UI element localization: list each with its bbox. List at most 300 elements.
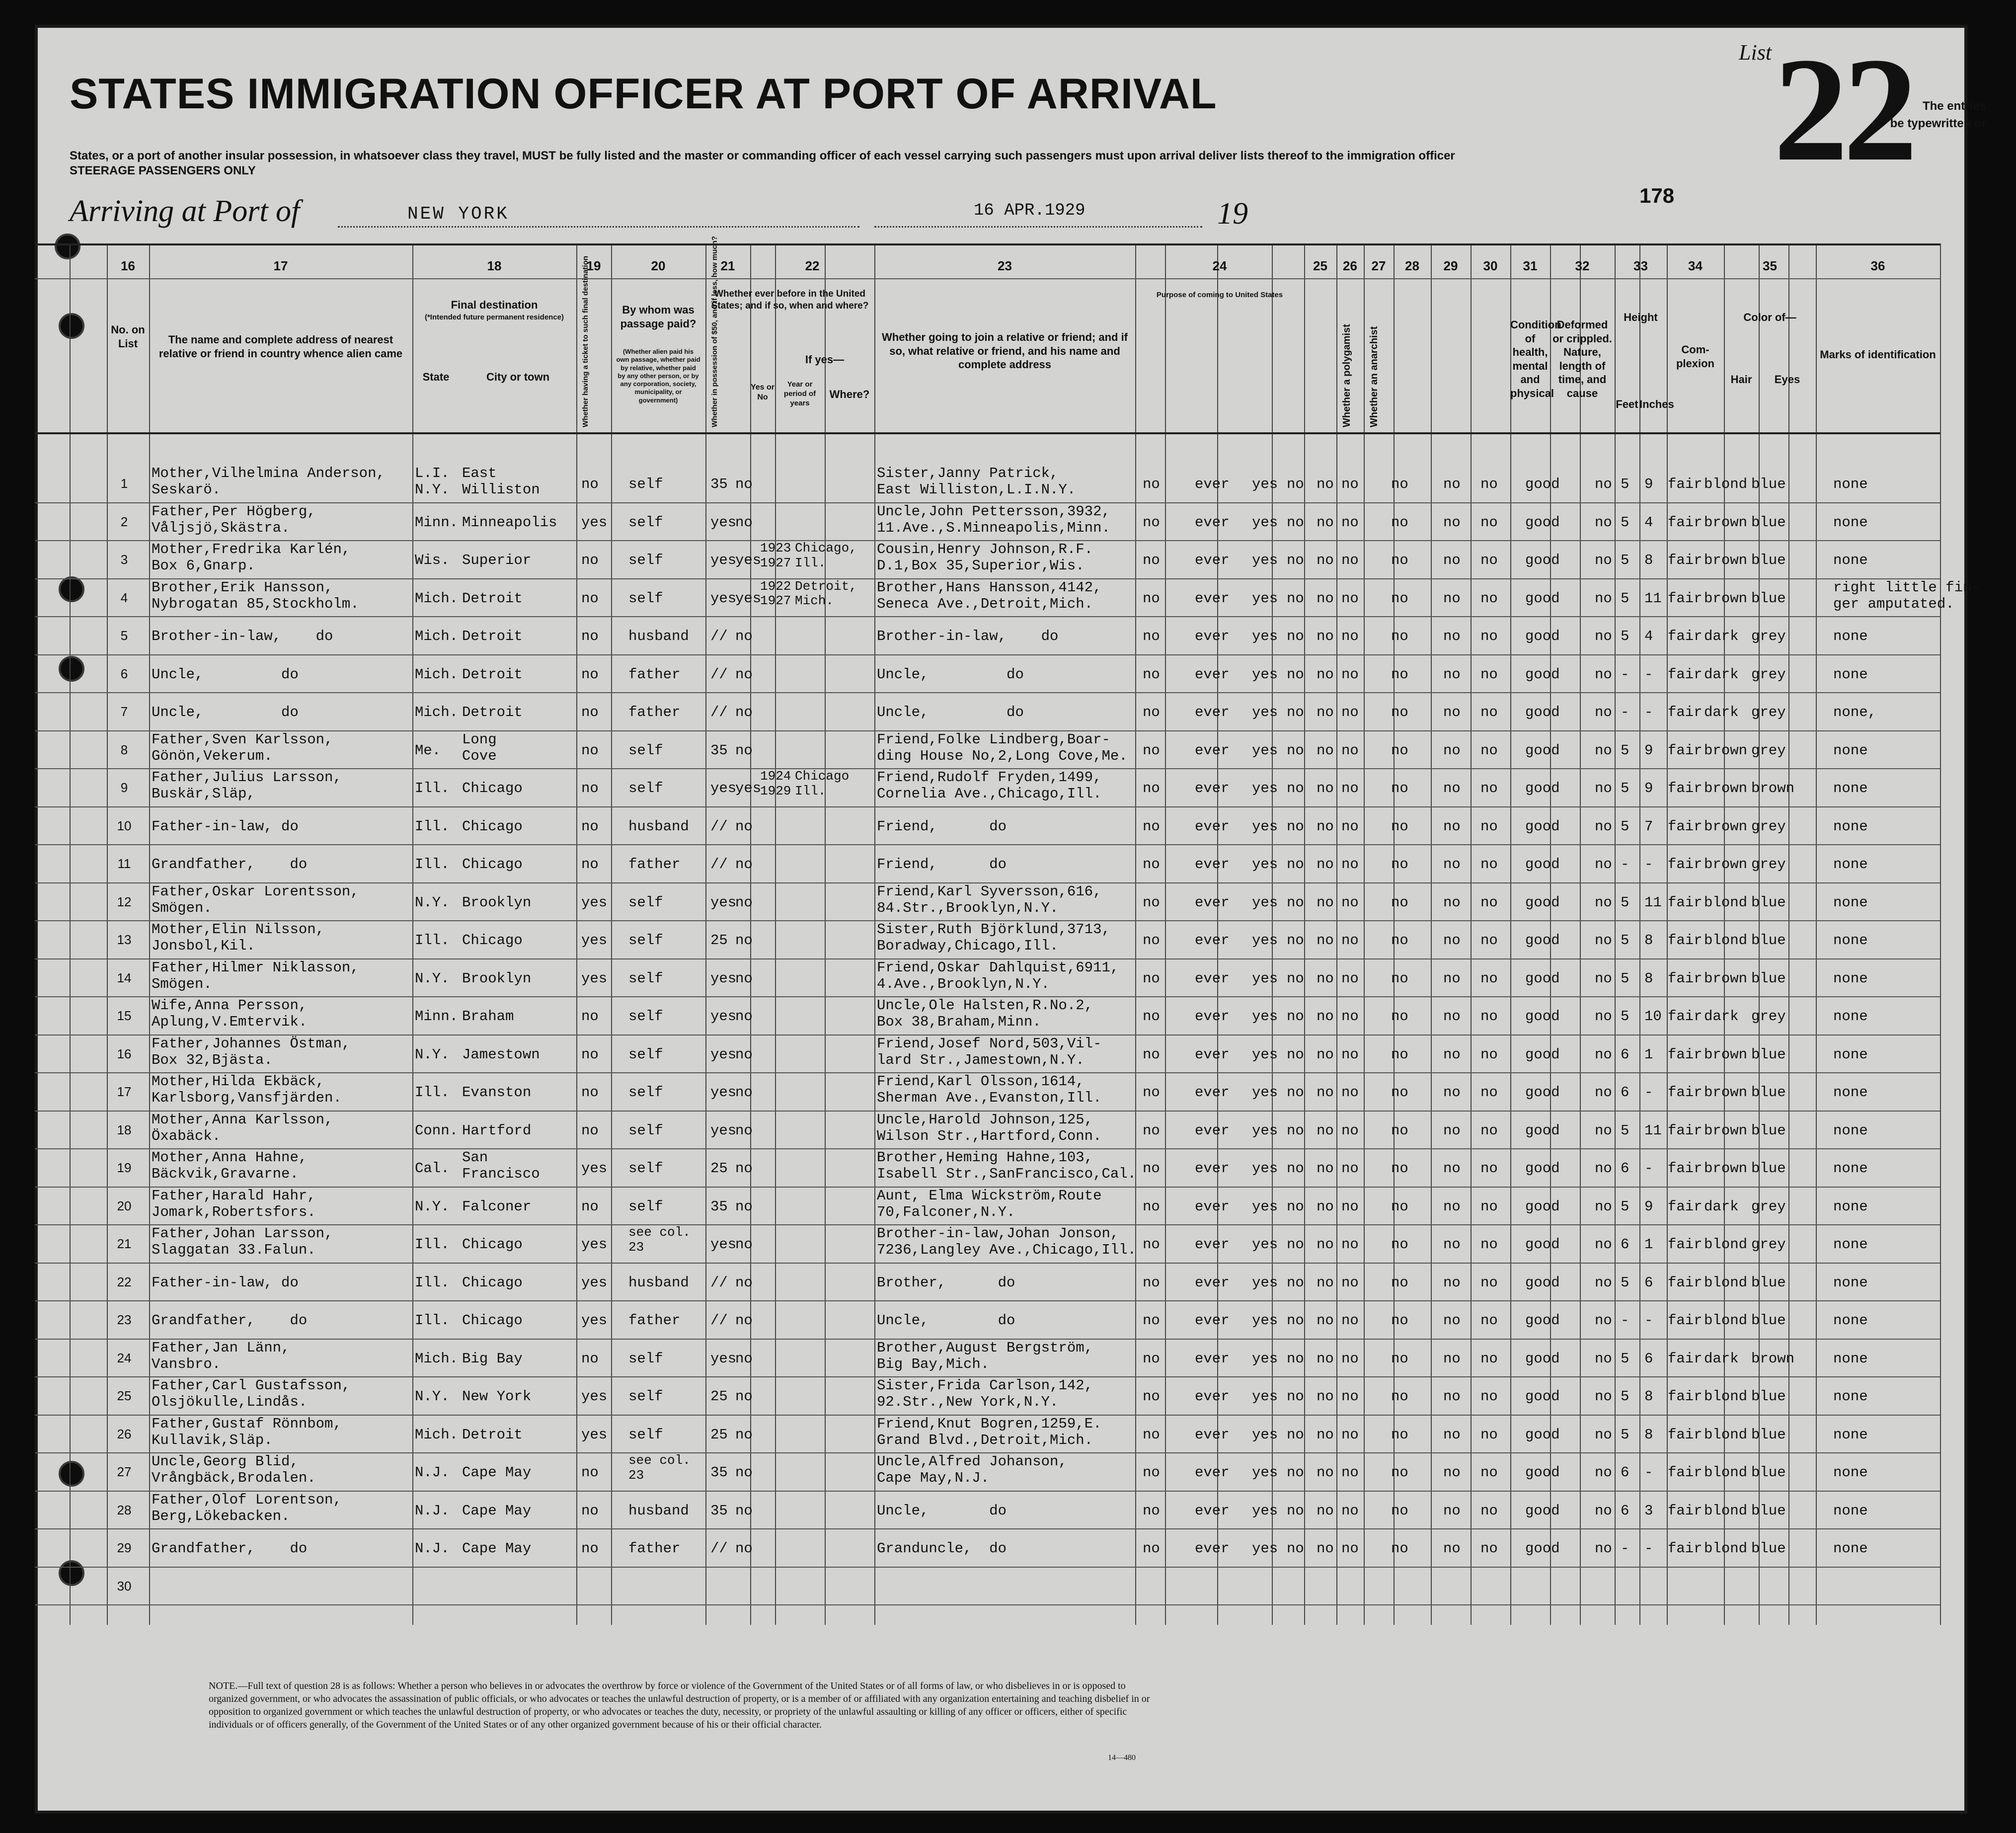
column-rule xyxy=(1431,243,1432,1625)
cell-hair: blond xyxy=(1704,1426,1748,1443)
row-number: 3 xyxy=(120,552,128,567)
cell-ticket: no xyxy=(581,552,599,568)
cell-c26: no xyxy=(1317,628,1334,644)
cell-c24a: no xyxy=(1143,514,1160,531)
cell-state: Minn. xyxy=(415,1008,459,1025)
cell-c25: no xyxy=(1287,1426,1304,1443)
cell-c24c: yes xyxy=(1252,970,1278,987)
cell-c24b: ever xyxy=(1195,1540,1230,1557)
cell-city: Chicago xyxy=(462,1312,523,1329)
cell-c27: no xyxy=(1341,514,1359,531)
cell-city: Chicago xyxy=(462,856,523,873)
cell-ticket: no xyxy=(581,1046,599,1063)
column-rule xyxy=(70,243,71,1625)
cell-feet: 6 xyxy=(1621,1502,1629,1519)
cell-money: 25 xyxy=(710,932,728,949)
cell-c24a: no xyxy=(1143,552,1160,568)
header-top-rule xyxy=(35,243,1940,245)
cell-inches: - xyxy=(1644,1312,1653,1329)
cell-c29: no xyxy=(1443,1502,1461,1519)
cell-hair: blond xyxy=(1704,1274,1748,1291)
cell-marks: none xyxy=(1833,1502,1868,1519)
cell-paid: see col. 23 xyxy=(628,1225,691,1255)
cell-city: San Francisco xyxy=(462,1149,540,1183)
cell-c29: no xyxy=(1443,818,1461,835)
row-number: 21 xyxy=(117,1236,132,1251)
cell-before: no xyxy=(735,970,753,987)
cell-c24a: no xyxy=(1143,628,1160,644)
cell-paid: father xyxy=(628,1540,681,1557)
cell-c28: no xyxy=(1391,1122,1408,1139)
cell-c30: no xyxy=(1480,1464,1498,1481)
page-number: 178 xyxy=(1639,184,1675,207)
cell-c26: no xyxy=(1317,1350,1334,1367)
cell-paid: father xyxy=(628,666,681,683)
cell-c24b: ever xyxy=(1195,1464,1230,1481)
cell-c25: no xyxy=(1287,1122,1304,1139)
cell-c24c: yes xyxy=(1252,1046,1278,1063)
cell-paid: self xyxy=(628,780,663,797)
cell-c24b: ever xyxy=(1195,1312,1230,1329)
cell-before: yes xyxy=(735,590,762,607)
cell-eyes: blue xyxy=(1751,1046,1786,1063)
cell-paid: self xyxy=(628,1388,663,1405)
row-number: 13 xyxy=(117,932,132,947)
cell-c24b: ever xyxy=(1195,1274,1230,1291)
cell-city: Chicago xyxy=(462,818,523,835)
cell-c26: no xyxy=(1317,818,1334,835)
cell-hair: brown xyxy=(1704,590,1748,607)
cell-ticket: no xyxy=(581,1122,599,1139)
cell-c29: no xyxy=(1443,1198,1461,1215)
row-number: 25 xyxy=(117,1388,132,1403)
cell-join: Uncle, do xyxy=(877,704,1024,720)
cell-c27: no xyxy=(1341,1426,1359,1443)
cell-c26: no xyxy=(1317,1236,1334,1253)
cell-health: good xyxy=(1525,1388,1560,1405)
cell-city: Brooklyn xyxy=(462,970,532,987)
cell-c27: no xyxy=(1341,742,1359,759)
cell-eyes: blue xyxy=(1751,1464,1786,1481)
cell-c24b: ever xyxy=(1195,856,1230,873)
cell-complexion: fair xyxy=(1668,1350,1703,1367)
cell-paid: self xyxy=(628,1008,663,1025)
cell-money: yes xyxy=(710,552,737,568)
cell-c24a: no xyxy=(1143,780,1160,797)
cell-feet: 5 xyxy=(1621,1274,1629,1291)
cell-marks: none, xyxy=(1833,704,1877,720)
cell-join: Uncle,John Pettersson,3932, 11.Ave.,S.Minneapolis,Minn. xyxy=(877,503,1110,536)
column-number: 32 xyxy=(1575,258,1590,273)
cell-state: Ill. xyxy=(415,856,450,873)
cell-state: Me. xyxy=(415,742,441,759)
cell-complexion: fair xyxy=(1668,1160,1703,1177)
cell-c24a: no xyxy=(1143,1084,1160,1101)
column-rule xyxy=(1165,243,1166,1625)
cell-before: no xyxy=(735,1008,753,1025)
cell-c24b: ever xyxy=(1195,742,1230,759)
cell-c24b: ever xyxy=(1195,514,1230,531)
cell-c30: no xyxy=(1480,1540,1498,1557)
cell-before: no xyxy=(735,704,753,720)
cell-c30: no xyxy=(1480,1198,1498,1215)
column-rule xyxy=(107,243,108,1625)
cell-join: Brother-in-law,Johan Jonson, 7236,Langley Ave.,Chicago,Ill. xyxy=(877,1225,1137,1259)
cell-c27: no xyxy=(1341,1008,1359,1025)
cell-eyes: grey xyxy=(1751,666,1786,683)
cell-ticket: no xyxy=(581,818,599,835)
cell-health: good xyxy=(1525,856,1560,873)
row-rule xyxy=(35,616,1940,617)
cell-marks: none xyxy=(1833,932,1868,949)
cell-rel: Grandfather, do xyxy=(152,856,308,873)
row-number: 8 xyxy=(120,742,128,757)
header-passage: By whom was passage paid? xyxy=(620,304,697,330)
cell-hair: brown xyxy=(1704,742,1748,759)
cell-state: Mich. xyxy=(415,628,459,644)
cell-city: Detroit xyxy=(462,590,523,607)
cell-join: Friend,Josef Nord,503,Vil- lard Str.,Jamestown,N.Y. xyxy=(877,1035,1102,1068)
header-state: State xyxy=(422,371,450,383)
cell-inches: 4 xyxy=(1644,628,1653,644)
cell-complexion: fair xyxy=(1668,1122,1703,1139)
cell-c28: no xyxy=(1391,1312,1408,1329)
cell-ticket: yes xyxy=(581,1388,608,1405)
cell-before: no xyxy=(735,1198,753,1215)
footnote-code: 14—480 xyxy=(1108,1753,1136,1762)
cell-c29: no xyxy=(1443,1388,1461,1405)
cell-eyes: grey xyxy=(1751,1198,1786,1215)
cell-c26: no xyxy=(1317,780,1334,797)
cell-c24a: no xyxy=(1143,742,1160,759)
header-year: Year or period of years xyxy=(783,380,816,407)
cell-c30: no xyxy=(1480,1502,1498,1519)
cell-c29: no xyxy=(1443,1084,1461,1101)
cell-c30: no xyxy=(1480,780,1498,797)
cell-money: 35 xyxy=(710,1464,728,1481)
cell-deformed: no xyxy=(1595,894,1612,911)
cell-ticket: no xyxy=(581,1540,599,1557)
cell-health: good xyxy=(1525,742,1560,759)
row-number: 4 xyxy=(120,590,128,605)
cell-c25: no xyxy=(1287,1198,1304,1215)
cell-c24a: no xyxy=(1143,1274,1160,1291)
cell-c25: no xyxy=(1287,1236,1304,1253)
row-rule xyxy=(35,1567,1940,1568)
header-marks: Marks of identification xyxy=(1820,348,1936,361)
header-final-destination-note: (*Intended future permanent residence) xyxy=(424,313,564,321)
cell-c24b: ever xyxy=(1195,1350,1230,1367)
cell-c29: no xyxy=(1443,1160,1461,1177)
cell-city: Long Cove xyxy=(462,731,497,764)
cell-complexion: fair xyxy=(1668,894,1703,911)
year-label: 19 xyxy=(1217,197,1248,231)
header-bottom-rule xyxy=(35,432,1940,434)
cell-c26: no xyxy=(1317,894,1334,911)
cell-c25: no xyxy=(1287,1046,1304,1063)
cell-money: 35 xyxy=(710,1198,728,1215)
cell-state: Ill. xyxy=(415,1236,450,1253)
cell-inches: - xyxy=(1644,666,1653,683)
cell-c26: no xyxy=(1317,1198,1334,1215)
header-deformed: Deformed or crippled. Nature, length of time, and cause xyxy=(1552,319,1612,399)
cell-rel: Father,Johannes Östman, Box 32,Bjästa. xyxy=(152,1035,351,1068)
row-number: 15 xyxy=(117,1008,132,1023)
cell-deformed: no xyxy=(1595,1274,1612,1291)
cell-complexion: fair xyxy=(1668,780,1703,797)
header-inches: Inches xyxy=(1639,398,1674,410)
row-number: 9 xyxy=(120,780,128,795)
cell-deformed: no xyxy=(1595,628,1612,644)
cell-health: good xyxy=(1525,1540,1560,1557)
cell-money: // xyxy=(710,818,728,835)
cell-c30: no xyxy=(1480,1122,1498,1139)
cell-where: Detroit, Mich. xyxy=(795,578,857,609)
cell-money: yes xyxy=(710,1122,737,1139)
cell-money: yes xyxy=(710,1236,737,1253)
cell-inches: 11 xyxy=(1644,1122,1662,1139)
cell-paid: self xyxy=(628,1084,663,1101)
cell-c25: no xyxy=(1287,628,1304,644)
cell-c25: no xyxy=(1287,1274,1304,1291)
cell-c24b: ever xyxy=(1195,1122,1230,1139)
cell-money: 35 xyxy=(710,1502,728,1519)
cell-hair: dark xyxy=(1704,1008,1739,1025)
cell-c29: no xyxy=(1443,856,1461,873)
cell-c26: no xyxy=(1317,1464,1334,1481)
cell-complexion: fair xyxy=(1668,1540,1703,1557)
cell-city: Cape May xyxy=(462,1464,532,1481)
cell-paid: self xyxy=(628,894,663,911)
cell-feet: 5 xyxy=(1621,818,1629,835)
cell-feet: 5 xyxy=(1621,514,1629,531)
cell-c24a: no xyxy=(1143,1236,1160,1253)
row-number: 28 xyxy=(117,1502,132,1517)
right-note-1: The entries xyxy=(1922,99,1986,113)
cell-deformed: no xyxy=(1595,1464,1612,1481)
cell-paid: self xyxy=(628,1350,663,1367)
cell-c24b: ever xyxy=(1195,1388,1230,1405)
cell-complexion: fair xyxy=(1668,552,1703,568)
cell-before: no xyxy=(735,1046,753,1063)
cell-city: Superior xyxy=(462,552,532,568)
cell-hair: dark xyxy=(1704,1350,1739,1367)
header-condition: Condition of health, mental and physical xyxy=(1510,319,1561,399)
cell-c30: no xyxy=(1480,932,1498,949)
cell-c25: no xyxy=(1287,1008,1304,1025)
cell-c29: no xyxy=(1443,590,1461,607)
cell-complexion: fair xyxy=(1668,1084,1703,1101)
cell-rel: Mother,Anna Karlsson, Öxabäck. xyxy=(152,1111,333,1144)
cell-inches: 11 xyxy=(1644,894,1662,911)
cell-eyes: blue xyxy=(1751,514,1786,531)
cell-before: no xyxy=(735,1160,753,1177)
cell-c25: no xyxy=(1287,476,1304,492)
cell-health: good xyxy=(1525,1312,1560,1329)
cell-paid: husband xyxy=(628,818,689,835)
cell-money: // xyxy=(710,704,728,720)
cell-feet: - xyxy=(1621,856,1629,873)
cell-rel: Wife,Anna Persson, Aplung,V.Emtervik. xyxy=(152,997,308,1031)
cell-c29: no xyxy=(1443,894,1461,911)
cell-deformed: no xyxy=(1595,704,1612,720)
cell-c30: no xyxy=(1480,970,1498,987)
cell-c28: no xyxy=(1391,1350,1408,1367)
cell-join: Brother,Heming Hahne,103, Isabell Str.,SanFrancisco,Cal. xyxy=(877,1149,1137,1183)
cell-complexion: fair xyxy=(1668,1312,1703,1329)
header-color-of: Color of— xyxy=(1743,311,1796,323)
page-title: STATES IMMIGRATION OFFICER AT PORT OF ARRIVAL xyxy=(70,70,1217,118)
cell-health: good xyxy=(1525,1122,1560,1139)
column-number: 16 xyxy=(121,258,135,273)
cell-before: no xyxy=(735,1274,753,1291)
row-number: 12 xyxy=(117,894,132,909)
cell-deformed: no xyxy=(1595,590,1612,607)
cell-c27: no xyxy=(1341,1236,1359,1253)
cell-money: 35 xyxy=(710,476,728,492)
cell-c24c: yes xyxy=(1252,1502,1278,1519)
cell-state: N.Y. xyxy=(415,1046,450,1063)
cell-rel: Father,Sven Karlsson, Gönön,Vekerum. xyxy=(152,731,333,764)
cell-deformed: no xyxy=(1595,856,1612,873)
cell-money: 35 xyxy=(710,742,728,759)
cell-money: 25 xyxy=(710,1426,728,1443)
cell-c27: no xyxy=(1341,818,1359,835)
cell-marks: none xyxy=(1833,894,1868,911)
cell-c25: no xyxy=(1287,1540,1304,1557)
cell-c26: no xyxy=(1317,1502,1334,1519)
cell-c24a: no xyxy=(1143,1198,1160,1215)
cell-city: Detroit xyxy=(462,704,523,720)
cell-c24b: ever xyxy=(1195,1236,1230,1253)
cell-health: good xyxy=(1525,514,1560,531)
cell-feet: 6 xyxy=(1621,1084,1629,1101)
cell-inches: 9 xyxy=(1644,742,1653,759)
cell-before: no xyxy=(735,1084,753,1101)
cell-c27: no xyxy=(1341,1122,1359,1139)
cell-state: Ill. xyxy=(415,1274,450,1291)
cell-c29: no xyxy=(1443,1312,1461,1329)
cell-rel: Father-in-law, do xyxy=(152,818,299,835)
cell-c24a: no xyxy=(1143,970,1160,987)
row-number: 27 xyxy=(117,1464,132,1479)
cell-feet: 6 xyxy=(1621,1160,1629,1177)
cell-health: good xyxy=(1525,666,1560,683)
cell-c24b: ever xyxy=(1195,1502,1230,1519)
cell-ticket: no xyxy=(581,666,599,683)
header-complexion: Com-plexion xyxy=(1676,343,1714,370)
cell-c24a: no xyxy=(1143,704,1160,720)
cell-eyes: blue xyxy=(1751,1426,1786,1443)
cell-rel: Father,Hilmer Niklasson, Smögen. xyxy=(152,959,359,992)
cell-before: yes xyxy=(735,780,762,797)
cell-city: Detroit xyxy=(462,628,523,644)
cell-deformed: no xyxy=(1595,1540,1612,1557)
column-number: 23 xyxy=(998,258,1012,273)
cell-hair: blond xyxy=(1704,1388,1748,1405)
header-anarchist: Whether an anarchist xyxy=(1369,326,1380,427)
cell-city: Chicago xyxy=(462,1274,523,1291)
cell-c28: no xyxy=(1391,1540,1408,1557)
cell-health: good xyxy=(1525,780,1560,797)
cell-ticket: no xyxy=(581,780,599,797)
cell-eyes: blue xyxy=(1751,1312,1786,1329)
cell-inches: - xyxy=(1644,1084,1653,1101)
cell-inches: 8 xyxy=(1644,1388,1653,1405)
cell-health: good xyxy=(1525,1274,1560,1291)
cell-c28: no xyxy=(1391,1388,1408,1405)
row-number: 10 xyxy=(117,818,132,833)
cell-c27: no xyxy=(1341,780,1359,797)
cell-c30: no xyxy=(1480,590,1498,607)
column-number: 17 xyxy=(273,258,288,273)
cell-c29: no xyxy=(1443,552,1461,568)
cell-deformed: no xyxy=(1595,818,1612,835)
cell-c24a: no xyxy=(1143,1312,1160,1329)
cell-rel: Grandfather, do xyxy=(152,1312,308,1329)
cell-inches: 11 xyxy=(1644,590,1662,607)
cell-join: Friend,Oskar Dahlquist,6911, 4.Ave.,Brooklyn,N.Y. xyxy=(877,959,1119,992)
cell-c28: no xyxy=(1391,1464,1408,1481)
cell-c24a: no xyxy=(1143,1464,1160,1481)
cell-eyes: blue xyxy=(1751,1274,1786,1291)
cell-eyes: grey xyxy=(1751,742,1786,759)
cell-state: N.Y. xyxy=(415,894,450,911)
cell-c24c: yes xyxy=(1252,1008,1278,1025)
cell-c25: no xyxy=(1287,666,1304,683)
cell-state: Ill. xyxy=(415,818,450,835)
row-number: 2 xyxy=(120,514,128,529)
cell-complexion: fair xyxy=(1668,1198,1703,1215)
header-hair: Hair xyxy=(1730,373,1752,386)
cell-c24a: no xyxy=(1143,590,1160,607)
column-number: 21 xyxy=(720,258,735,273)
cell-c26: no xyxy=(1317,552,1334,568)
cell-inches: 8 xyxy=(1644,970,1653,987)
cell-rel: Brother-in-law, do xyxy=(152,628,333,644)
cell-rel: Mother,Hilda Ekbäck, Karlsborg,Vansfjärden. xyxy=(152,1073,342,1107)
cell-c28: no xyxy=(1391,590,1408,607)
header-number-rule xyxy=(35,278,1940,279)
cell-join: Friend,Folke Lindberg,Boar- ding House No,2,Long Cove,Me. xyxy=(877,731,1128,764)
cell-marks: none xyxy=(1833,666,1868,683)
cell-hair: dark xyxy=(1704,628,1739,644)
column-number: 30 xyxy=(1483,258,1498,273)
cell-c24c: yes xyxy=(1252,932,1278,949)
cell-feet: 5 xyxy=(1621,894,1629,911)
column-rule xyxy=(1471,243,1472,1625)
cell-feet: - xyxy=(1621,1540,1629,1557)
cell-state: Ill. xyxy=(415,1312,450,1329)
cell-c26: no xyxy=(1317,1426,1334,1443)
cell-money: // xyxy=(710,628,728,644)
cell-feet: - xyxy=(1621,704,1629,720)
cell-eyes: blue xyxy=(1751,1160,1786,1177)
cell-before: yes xyxy=(735,552,762,568)
cell-c24c: yes xyxy=(1252,1122,1278,1139)
header-feet: Feet xyxy=(1616,398,1638,410)
cell-marks: none xyxy=(1833,1160,1868,1177)
cell-complexion: fair xyxy=(1668,1008,1703,1025)
cell-before: no xyxy=(735,932,753,949)
row-rule xyxy=(35,692,1940,693)
column-rule xyxy=(825,243,826,1625)
cell-join: Uncle,Harold Johnson,125, Wilson Str.,Hartford,Conn. xyxy=(877,1111,1102,1144)
cell-c24c: yes xyxy=(1252,514,1278,531)
cell-marks: none xyxy=(1833,1122,1868,1139)
cell-c24a: no xyxy=(1143,894,1160,911)
cell-state: N.Y. xyxy=(415,970,450,987)
